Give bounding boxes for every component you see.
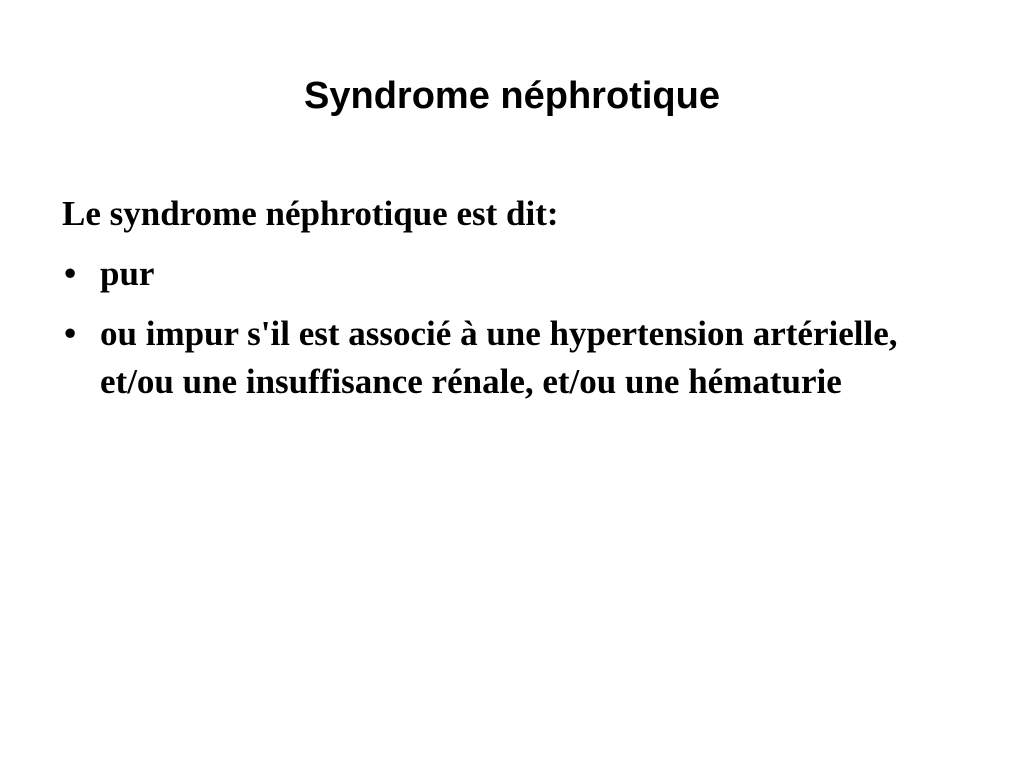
slide-title: Syndrome néphrotique bbox=[304, 75, 720, 117]
slide-body bbox=[62, 190, 962, 418]
bullet-list bbox=[62, 250, 962, 406]
list-item-text: ou impur s'il est associé à une hypertension artérielle, et/ou une insuffisance rénale, et/ou une hématurie bbox=[100, 314, 898, 401]
list-item bbox=[62, 310, 962, 406]
bullet-icon: • bbox=[64, 314, 77, 353]
list-item-text: pur bbox=[100, 254, 155, 293]
bullet-icon: • bbox=[64, 254, 77, 293]
list-item bbox=[62, 250, 962, 298]
intro-text: Le syndrome néphrotique est dit: bbox=[62, 194, 559, 233]
